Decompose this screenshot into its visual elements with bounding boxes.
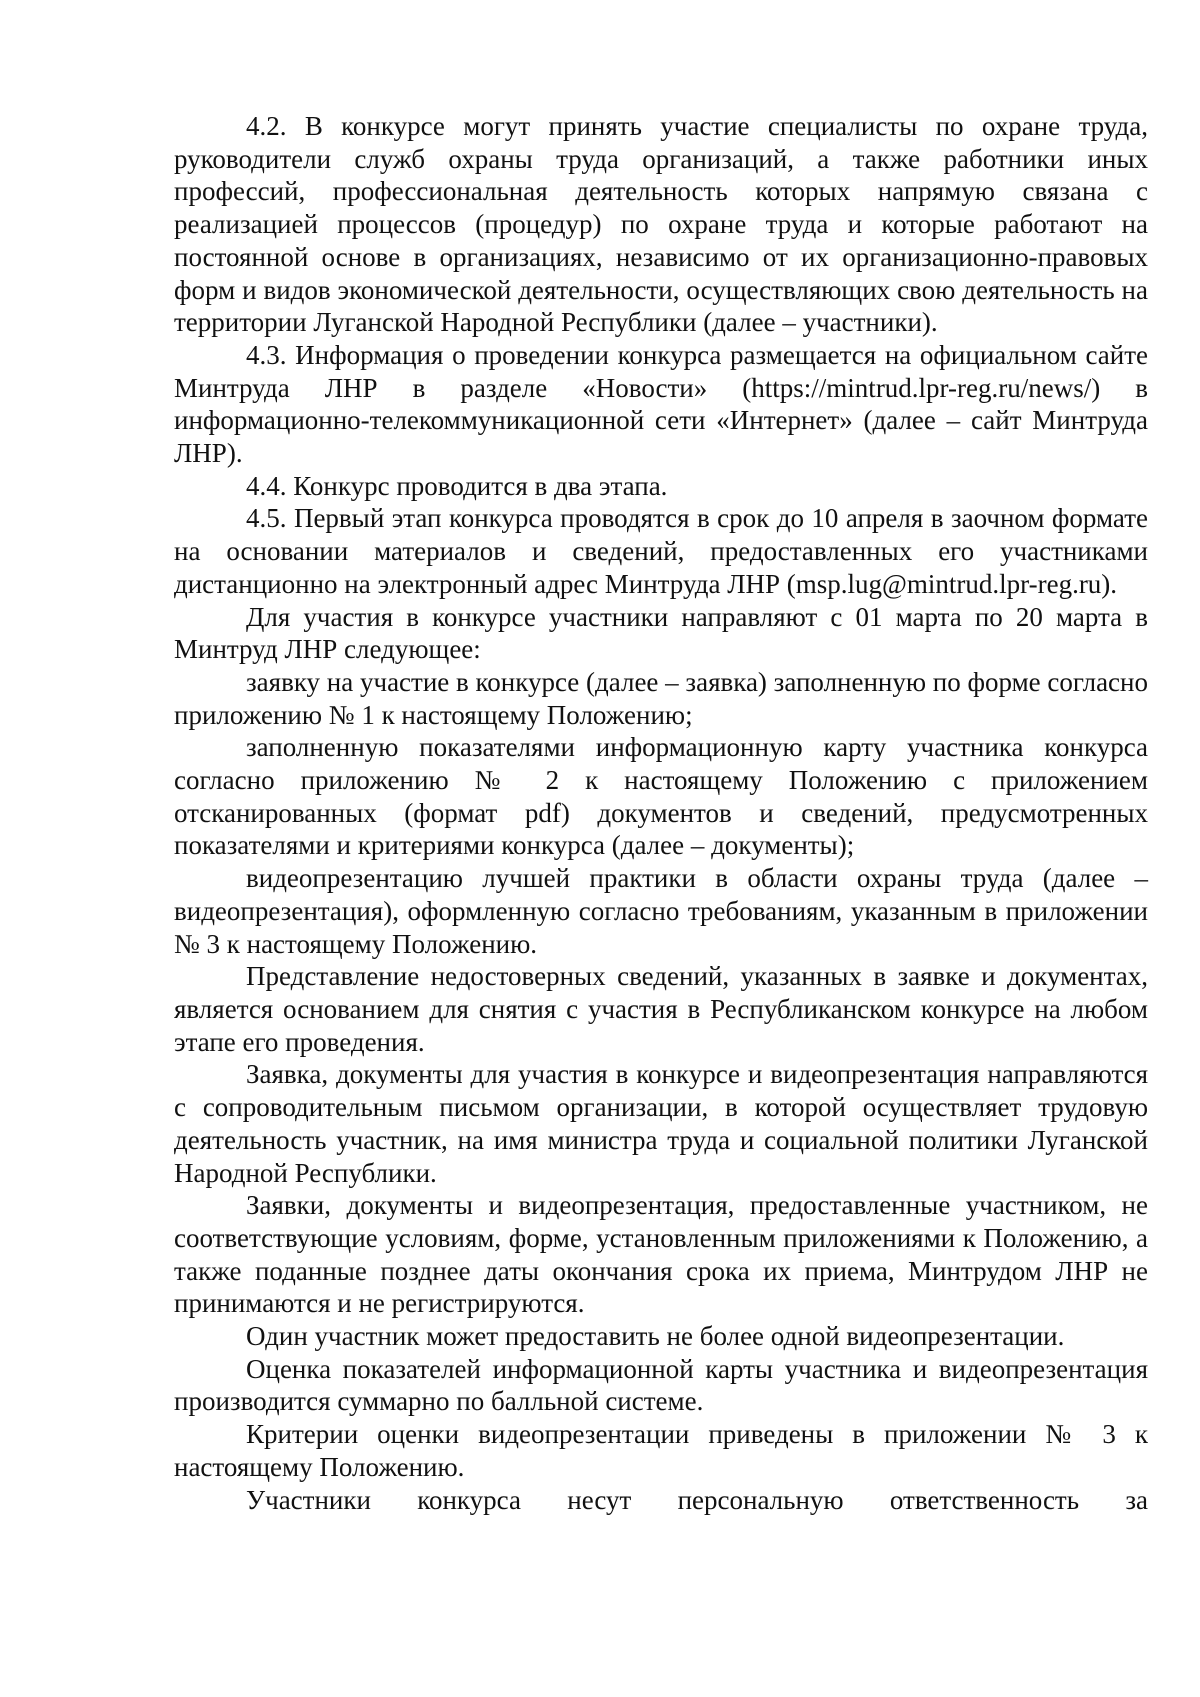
- paragraph-4-3: 4.3. Информация о проведении конкурса размещается на официальном сайте Минтруда ЛНР в разделе «Новости» (https://mintrud.lpr-reg.ru/news/) в информационно-телекоммуникационной сети «Интернет» (далее – сайт Минтруда ЛНР).: [174, 339, 1148, 469]
- paragraph-one-video: Один участник может предоставить не более одной видеопрезентации.: [246, 1321, 1065, 1352]
- paragraph-criteria: Критерии оценки видеопрезентации приведены в приложении № 3 к настоящему Положению.: [174, 1419, 1148, 1482]
- paragraph-4-5: 4.5. Первый этап конкурса проводятся в срок до 10 апреля в заочном формате на основании материалов и сведений, предоставленных его участниками дистанционно на электронный адрес Минтруда ЛНР (msp.lug@mintrud.lpr-reg.ru).: [174, 503, 1148, 599]
- paragraph-4-2: 4.2. В конкурсе могут принять участие специалисты по охране труда, руководители служб охраны труда организаций, а также работники иных профессий, профессиональная деятельность которых напрямую связана с реализацией процессов (процедур) по охране труда и которые работают на постоянной основе в организациях, независимо от их организационно-правовых форм и видов экономической деятельности, осуществляющих свою деятельность на территории Луганской Народной Республики (далее – участники).: [174, 111, 1148, 338]
- paragraph-application: заявку на участие в конкурсе (далее – заявка) заполненную по форме согласно приложению № 1 к настоящему Положению;: [174, 666, 1148, 730]
- document-page: [174, 110, 1148, 1516]
- paragraph-4-4: 4.4. Конкурс проводится в два этапа.: [246, 470, 668, 501]
- paragraph-video-presentation: видеопрезентацию лучшей практики в области охраны труда (далее – видеопрезентация), оформленную согласно требованиям, указанным в приложении № 3 к настоящему Положению.: [174, 863, 1148, 959]
- paragraph-participation: Для участия в конкурсе участники направляют с 01 марта по 20 марта в Минтруд ЛНР следующее:: [174, 601, 1148, 665]
- paragraph-not-accepted: Заявки, документы и видеопрезентация, предоставленные участником, не соответствующие условиям, форме, установленным приложениями к Положению, а также поданные позднее даты окончания срока их приема, Минтрудом ЛНР не принимаются и не регистрируются.: [174, 1190, 1148, 1319]
- paragraph-responsibility: Участники конкурса несут персональную ответственность за: [246, 1484, 1148, 1515]
- paragraph-false-info: Представление недостоверных сведений, указанных в заявке и документах, является основанием для снятия с участия в Республиканском конкурсе на любом этапе его проведения.: [174, 961, 1148, 1057]
- paragraph-info-card: заполненную показателями информационную карту участника конкурса согласно приложению № 2 к настоящему Положению с приложением отсканированных (формат pdf) документов и сведений, предусмотренных показателями и критериями конкурса (далее – документы);: [174, 732, 1148, 861]
- paragraph-evaluation: Оценка показателей информационной карты участника и видеопрезентация производится суммарно по балльной системе.: [174, 1353, 1148, 1417]
- paragraph-cover-letter: Заявка, документы для участия в конкурсе и видеопрезентация направляются с сопроводительным письмом организации, в которой осуществляет трудовую деятельность участник, на имя министра труда и социальной политики Луганской Народной Республики.: [174, 1059, 1148, 1188]
